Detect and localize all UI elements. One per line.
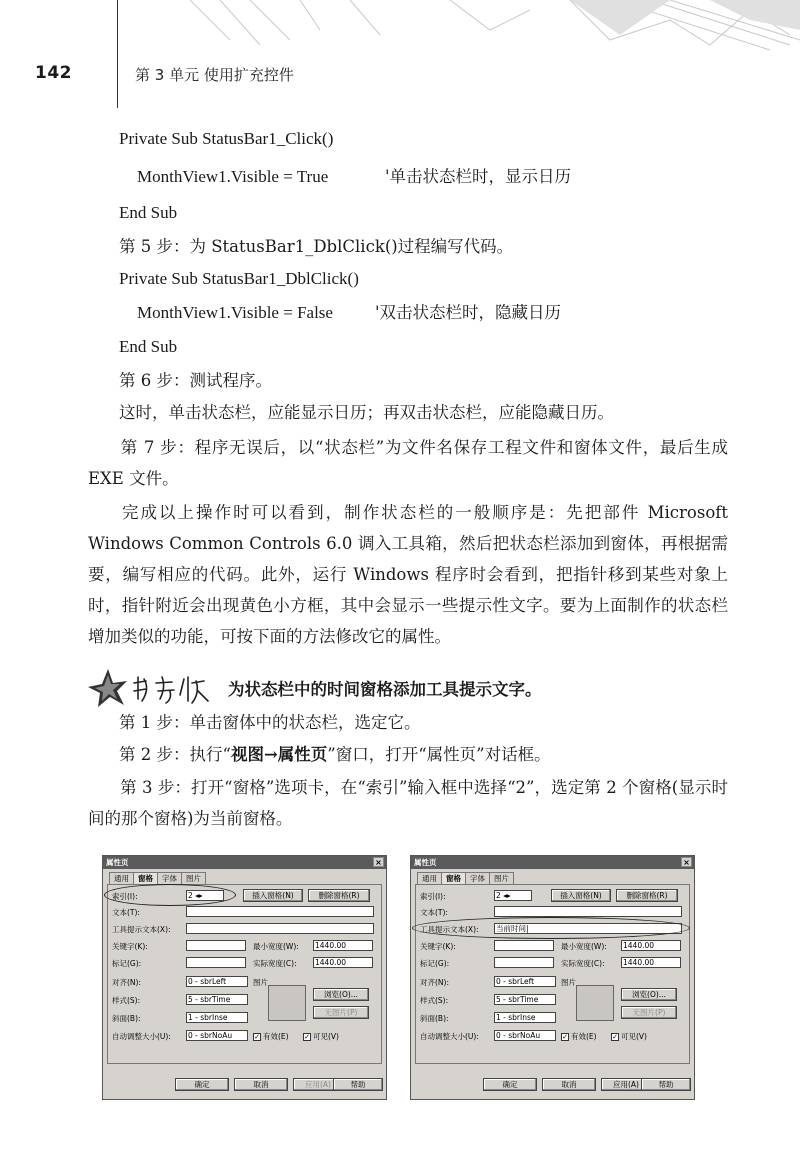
- header-decoration: [150, 0, 800, 55]
- code-line: MonthView1.Visible = True: [137, 167, 329, 186]
- apply-button[interactable]: 应用(A): [601, 1078, 651, 1091]
- bevel-label: 斜面(B):: [112, 1014, 141, 1023]
- delete-panel-button[interactable]: 删除窗格(R): [308, 889, 370, 902]
- tooltip-input[interactable]: [186, 923, 374, 934]
- hands-on-logo: [80, 665, 220, 715]
- insert-panel-button[interactable]: 插入窗格(N): [243, 889, 303, 902]
- check-icon: ✓: [254, 1033, 260, 1041]
- cancel-button[interactable]: 取消: [234, 1078, 288, 1091]
- insert-panel-button[interactable]: 插入窗格(N): [551, 889, 611, 902]
- picture-preview: [268, 985, 306, 1021]
- panel-tab-content: [107, 884, 382, 1064]
- enabled-label: 有效(E): [571, 1032, 597, 1041]
- tooltip-label: 工具提示文本(X):: [112, 925, 171, 934]
- align-value: 0 - sbrLeft: [496, 977, 535, 986]
- paragraph-step7: [88, 432, 728, 494]
- paragraph-text: 第 3 步：打开“窗格”选项卡，在“索引”输入框中选择“2”，选定第 2 个窗格(显示时间的那个窗格)为当前窗格。: [88, 778, 728, 828]
- key-input[interactable]: [494, 940, 554, 951]
- apply-button[interactable]: 应用(A): [293, 1078, 343, 1091]
- autosize-label: 自动调整大小(U):: [112, 1032, 171, 1041]
- style-label: 样式(S):: [420, 996, 449, 1005]
- picture-label: 图片: [253, 978, 268, 987]
- index-label: 索引(I):: [112, 892, 138, 901]
- code-line: Private Sub StatusBar1_DblClick(): [119, 269, 359, 288]
- code-line: MonthView1.Visible = False: [137, 303, 333, 322]
- tab-panels[interactable]: 窗格: [133, 872, 158, 884]
- delete-panel-button[interactable]: 删除窗格(R): [616, 889, 678, 902]
- picture-preview: [576, 985, 614, 1021]
- style-label: 样式(S):: [112, 996, 141, 1005]
- ok-button[interactable]: 确定: [175, 1078, 229, 1091]
- autosize-value: 0 - sbrNoAu: [188, 1031, 233, 1040]
- text-label: 文本(T):: [420, 908, 448, 917]
- actual-width-input[interactable]: 1440.00: [621, 957, 681, 968]
- bevel-select[interactable]: [494, 1012, 556, 1023]
- activity-title: 为状态栏中的时间窗格添加工具提示文字。: [228, 680, 542, 699]
- tooltip-input[interactable]: 当前时间|: [494, 923, 682, 934]
- bevel-value: 1 - sbrInse: [188, 1013, 228, 1022]
- autosize-select[interactable]: [186, 1030, 248, 1041]
- body-text: 这时，单击状态栏，应能显示日历；再双击状态栏，应能隐藏日历。: [119, 403, 614, 422]
- tag-input[interactable]: [494, 957, 554, 968]
- bevel-label: 斜面(B):: [420, 1014, 449, 1023]
- code-line: Private Sub StatusBar1_Click(): [119, 129, 334, 148]
- tab-strip: [417, 872, 513, 884]
- key-label: 关键字(K):: [112, 942, 148, 951]
- index-spinner[interactable]: 2 ◂▸: [186, 890, 224, 901]
- key-label: 关键字(K):: [420, 942, 456, 951]
- cancel-button[interactable]: 取消: [542, 1078, 596, 1091]
- key-input[interactable]: [186, 940, 246, 951]
- enabled-checkbox[interactable]: [253, 1031, 289, 1042]
- dialog-title: 属性页: [106, 858, 129, 867]
- align-label: 对齐(N):: [112, 978, 141, 987]
- enabled-checkbox[interactable]: [561, 1031, 597, 1042]
- property-pages-dialog-right: [410, 855, 695, 1100]
- dialog-titlebar: [411, 856, 694, 869]
- actual-width-input[interactable]: 1440.00: [313, 957, 373, 968]
- autosize-select[interactable]: [494, 1030, 556, 1041]
- align-select[interactable]: [186, 976, 248, 987]
- browse-button[interactable]: 浏览(O)...: [313, 988, 369, 1001]
- style-select[interactable]: [186, 994, 248, 1005]
- tab-panels[interactable]: 窗格: [441, 872, 466, 884]
- menu-path: 视图→属性页: [230, 745, 328, 764]
- check-icon: ✓: [562, 1033, 568, 1041]
- tab-font[interactable]: 字体: [157, 872, 182, 884]
- browse-button[interactable]: 浏览(O)...: [621, 988, 677, 1001]
- autosize-value: 0 - sbrNoAu: [496, 1031, 541, 1040]
- text-input[interactable]: [186, 906, 374, 917]
- actual-width-label: 实际宽度(C):: [561, 959, 605, 968]
- step-text: 第 1 步：单击窗体中的状态栏，选定它。: [119, 713, 421, 732]
- visible-checkbox[interactable]: [303, 1031, 339, 1042]
- tooltip-value: 当前时间: [496, 924, 526, 933]
- dialog-titlebar: [103, 856, 386, 869]
- page-number: 142: [35, 63, 72, 83]
- min-width-label: 最小宽度(W):: [253, 942, 299, 951]
- style-select[interactable]: [494, 994, 556, 1005]
- index-value: 2: [496, 891, 501, 900]
- close-icon[interactable]: ×: [681, 857, 692, 867]
- visible-checkbox[interactable]: [611, 1031, 647, 1042]
- unit-title: 第 3 单元 使用扩充控件: [135, 66, 294, 84]
- highlight-oval: [412, 917, 690, 939]
- paragraph-summary: [88, 497, 728, 652]
- tag-label: 标记(G):: [420, 959, 450, 968]
- visible-label: 可见(V): [621, 1032, 647, 1041]
- step-text: 第 5 步：为 StatusBar1_DblClick()过程编写代码。: [119, 237, 514, 256]
- align-select[interactable]: [494, 976, 556, 987]
- paragraph-text: 完成以上操作时可以看到，制作状态栏的一般顺序是：先把部件 Microsoft Windows Common Controls 6.0 调入工具箱，然后把状态栏添加到窗体，再根据需要，编写相应的代码。此外，运行 Windows 程序时会看到，把指针移到某些对象上时，指针附近会出现黄色小方框，其中会显示一些提示性文字。要为上面制作的状态栏增加类似的功能，可按下面的方法修改它的属性。: [88, 503, 728, 646]
- tag-label: 标记(G):: [112, 959, 142, 968]
- index-spinner[interactable]: 2 ◂▸: [494, 890, 532, 901]
- code-line: End Sub: [119, 337, 178, 356]
- step-text: 第 6 步：测试程序。: [119, 371, 272, 390]
- bevel-value: 1 - sbrInse: [496, 1013, 536, 1022]
- ok-button[interactable]: 确定: [483, 1078, 537, 1091]
- actual-width-label: 实际宽度(C):: [253, 959, 297, 968]
- enabled-label: 有效(E): [263, 1032, 289, 1041]
- text-input[interactable]: [494, 906, 682, 917]
- check-icon: ✓: [612, 1033, 618, 1041]
- min-width-label: 最小宽度(W):: [561, 942, 607, 951]
- dialog-title: 属性页: [414, 858, 437, 867]
- tab-general[interactable]: 通用: [417, 872, 442, 884]
- autosize-label: 自动调整大小(U):: [420, 1032, 479, 1041]
- no-picture-button[interactable]: 无图片(P): [621, 1006, 677, 1019]
- index-value: 2: [188, 891, 193, 900]
- index-label: 索引(I):: [420, 892, 446, 901]
- tab-font[interactable]: 字体: [465, 872, 490, 884]
- visible-label: 可见(V): [313, 1032, 339, 1041]
- tab-picture[interactable]: 图片: [489, 872, 514, 884]
- paragraph-step3: [88, 772, 728, 834]
- check-icon: ✓: [304, 1033, 310, 1041]
- highlight-oval: [104, 884, 236, 906]
- tag-input[interactable]: [186, 957, 246, 968]
- bevel-select[interactable]: [186, 1012, 248, 1023]
- property-pages-dialog-left: [102, 855, 387, 1100]
- panel-tab-content: [415, 884, 690, 1064]
- code-comment: '单击状态栏时，显示日历: [385, 167, 572, 186]
- help-button[interactable]: 帮助: [333, 1078, 383, 1091]
- picture-label: 图片: [561, 978, 576, 987]
- style-value: 5 - sbrTime: [496, 995, 539, 1004]
- step-text: [119, 744, 551, 766]
- tab-strip: [109, 872, 205, 884]
- no-picture-button[interactable]: 无图片(P): [313, 1006, 369, 1019]
- tooltip-label: 工具提示文本(X):: [420, 925, 479, 934]
- code-comment: '双击状态栏时，隐藏日历: [375, 303, 562, 322]
- min-width-input[interactable]: 1440.00: [621, 940, 681, 951]
- tab-general[interactable]: 通用: [109, 872, 134, 884]
- text-label: 文本(T):: [112, 908, 140, 917]
- tab-picture[interactable]: 图片: [181, 872, 206, 884]
- close-icon[interactable]: ×: [373, 857, 384, 867]
- min-width-input[interactable]: 1440.00: [313, 940, 373, 951]
- paragraph-text: 第 7 步：程序无误后，以“状态栏”为文件名保存工程文件和窗体文件，最后生成 EXE 文件。: [88, 438, 728, 488]
- align-label: 对齐(N):: [420, 978, 449, 987]
- align-value: 0 - sbrLeft: [188, 977, 227, 986]
- style-value: 5 - sbrTime: [188, 995, 231, 1004]
- step-text-prefix: 第 2 步：执行“: [119, 745, 231, 764]
- code-line: End Sub: [119, 203, 178, 222]
- help-button[interactable]: 帮助: [641, 1078, 691, 1091]
- step-text-suffix: ”窗口，打开“属性页”对话框。: [327, 745, 551, 764]
- header-divider-line: [117, 0, 118, 108]
